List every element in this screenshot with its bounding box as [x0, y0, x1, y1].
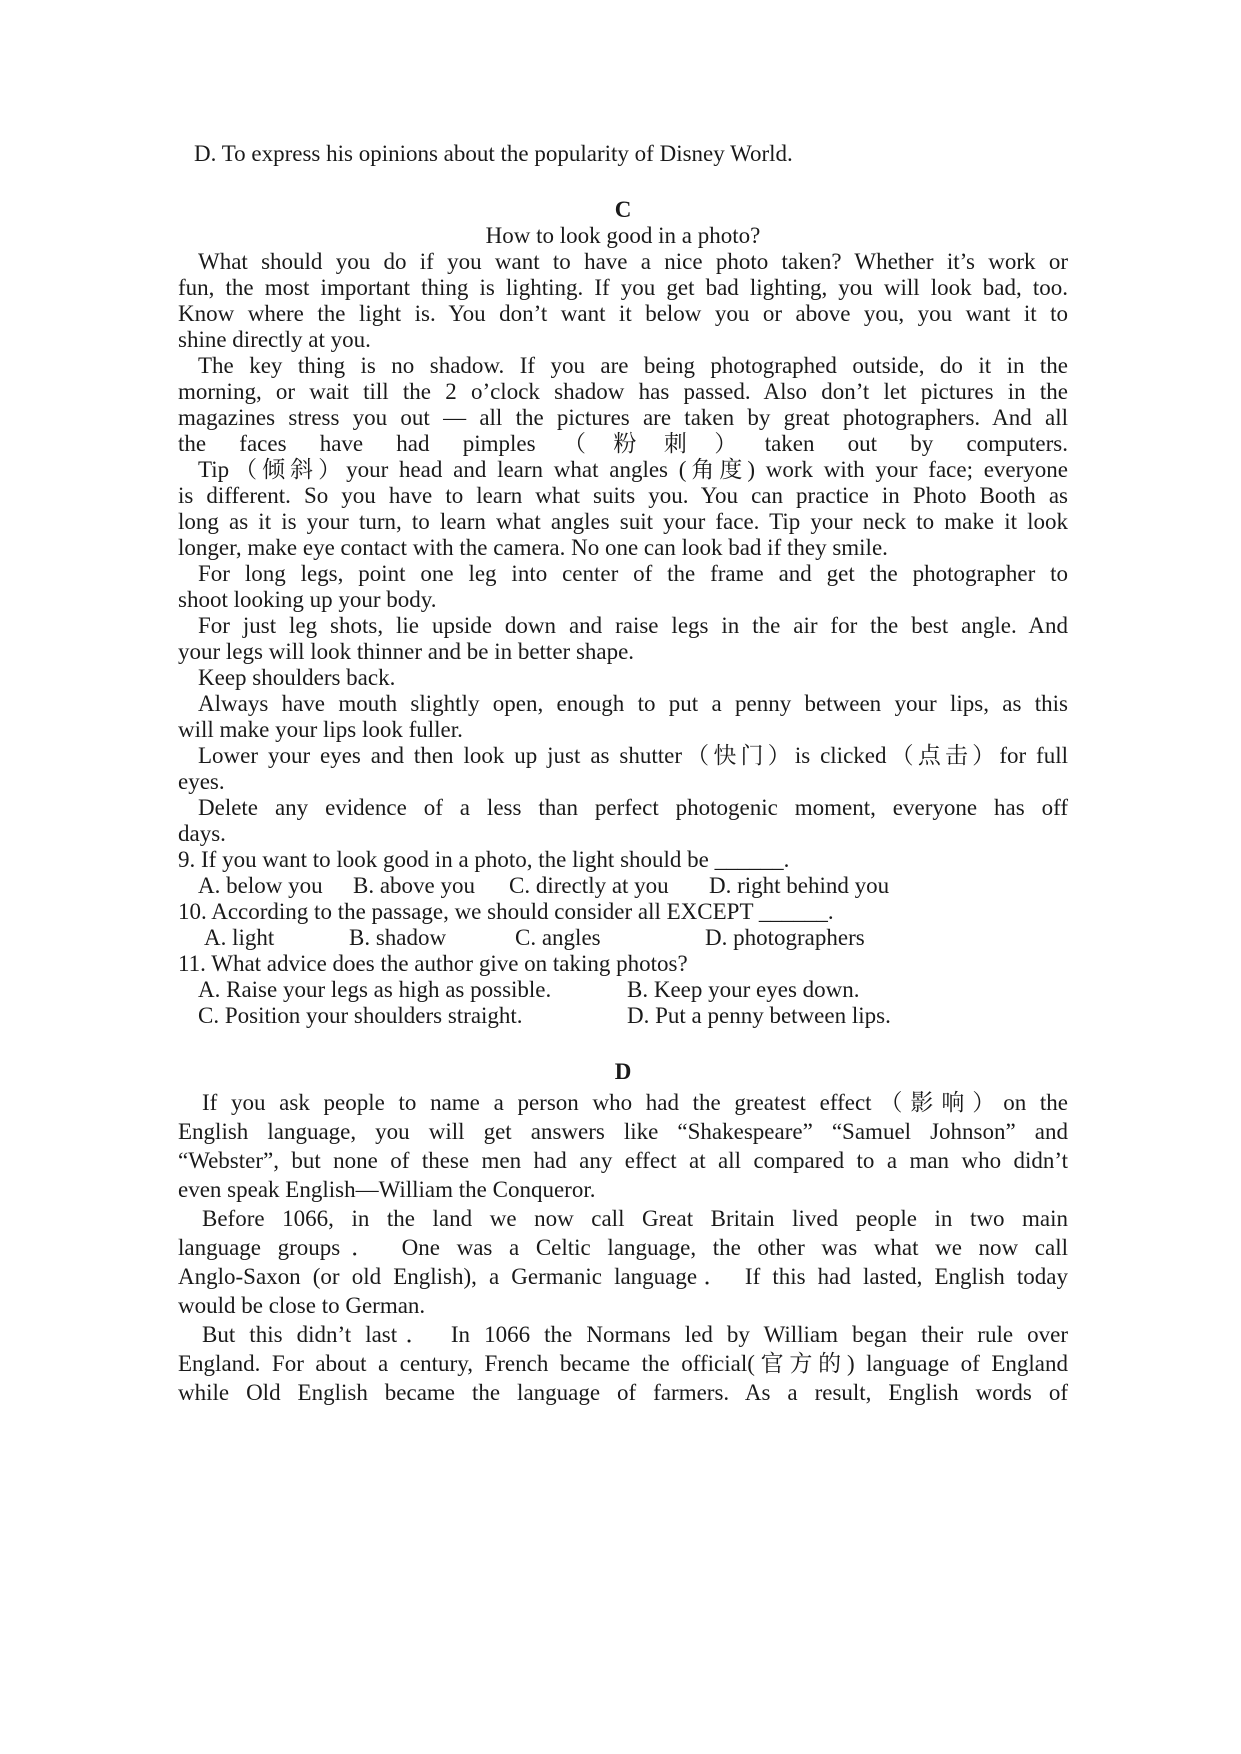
passage-line: shoot looking up your body.	[178, 587, 437, 612]
passage-line: Always have mouth slightly open, enough to put a penny between your lips, as this	[198, 691, 1068, 716]
passage-line: But this didn’t last． In 1066 the Normans led by William began their rule over	[202, 1322, 1068, 1347]
option-b: B. Keep your eyes down.	[627, 977, 860, 1002]
passage-line: would be close to German.	[178, 1293, 426, 1318]
passage-line: while Old English became the language of farmers. As a result, English words of	[178, 1380, 1068, 1405]
passage-line: Delete any evidence of a less than perfect photogenic moment, everyone has off	[198, 795, 1068, 820]
previous-option-d: D. To express his opinions about the popularity of Disney World.	[194, 141, 793, 166]
passage-line: The key thing is no shadow. If you are being photographed outside, do it in the	[198, 353, 1068, 378]
option-c: C. angles	[515, 925, 601, 950]
passage-line: Lower your eyes and then look up just as shutter（快门）is clicked（点击）for full	[198, 743, 1068, 768]
passage-line: Keep shoulders back.	[198, 665, 396, 690]
passage-line: your legs will look thinner and be in better shape.	[178, 639, 635, 664]
option-d: D. photographers	[705, 925, 865, 950]
option-a: A. Raise your legs as high as possible.	[198, 977, 552, 1002]
passage-line: the faces have had pimples（粉刺）taken out by computers.	[178, 431, 1068, 456]
option-b: B. shadow	[349, 925, 447, 950]
passage-line: Before 1066, in the land we now call Great Britain lived people in two main	[202, 1206, 1068, 1231]
option-c: C. directly at you	[509, 873, 669, 898]
section-c-heading: C	[614, 197, 632, 222]
passage-line: even speak English—William the Conqueror.	[178, 1177, 596, 1202]
passage-line: What should you do if you want to have a nice photo taken? Whether it’s work or	[198, 249, 1068, 274]
question-stem: 11. What advice does the author give on taking photos?	[178, 951, 688, 976]
passage-line: If you ask people to name a person who had the greatest effect（影响）on the	[202, 1090, 1068, 1115]
passage-line: will make your lips look fuller.	[178, 717, 463, 742]
section-c-title: How to look good in a photo?	[485, 223, 761, 248]
passage-line: fun, the most important thing is lighting. If you get bad lighting, you will look bad, too.	[178, 275, 1068, 300]
passage-line: magazines stress you out — all the pictures are taken by great photographers. And all	[178, 405, 1068, 430]
passage-line: For just leg shots, lie upside down and raise legs in the air for the best angle. And	[198, 613, 1068, 638]
passage-line: longer, make eye contact with the camera. No one can look bad if they smile.	[178, 535, 888, 560]
question-stem: 9. If you want to look good in a photo, the light should be ______.	[178, 847, 790, 872]
option-a: A. light	[204, 925, 275, 950]
passage-line: “Webster”, but none of these men had any effect at all compared to a man who didn’t	[178, 1148, 1068, 1173]
passage-line: eyes.	[178, 769, 225, 794]
option-d: D. right behind you	[709, 873, 890, 898]
passage-line: English language, you will get answers like “Shakespeare” “Samuel Johnson” and	[178, 1119, 1068, 1144]
section-d-heading: D	[614, 1059, 632, 1084]
passage-line: long as it is your turn, to learn what angles suit your face. Tip your neck to make it look	[178, 509, 1068, 534]
passage-line: Anglo-Saxon (or old English), a Germanic language． If this had lasted, English today	[178, 1264, 1068, 1289]
passage-line: morning, or wait till the 2 o’clock shadow has passed. Also don’t let pictures in the	[178, 379, 1068, 404]
passage-line: days.	[178, 821, 226, 846]
option-c: C. Position your shoulders straight.	[198, 1003, 523, 1028]
option-d: D. Put a penny between lips.	[627, 1003, 891, 1028]
passage-line: Tip（倾斜）your head and learn what angles (角度) work with your face; everyone	[198, 457, 1068, 482]
passage-line: Know where the light is. You don’t want it below you or above you, you want it to	[178, 301, 1068, 326]
option-b: B. above you	[353, 873, 476, 898]
passage-line: language groups． One was a Celtic language, the other was what we now call	[178, 1235, 1068, 1260]
question-stem: 10. According to the passage, we should consider all EXCEPT ______.	[178, 899, 834, 924]
option-a: A. below you	[198, 873, 323, 898]
passage-line: For long legs, point one leg into center of the frame and get the photographer to	[198, 561, 1068, 586]
passage-line: is different. So you have to learn what suits you. You can practice in Photo Booth as	[178, 483, 1068, 508]
passage-line: shine directly at you.	[178, 327, 371, 352]
passage-line: England. For about a century, French became the official(官方的) language of England	[178, 1351, 1068, 1376]
